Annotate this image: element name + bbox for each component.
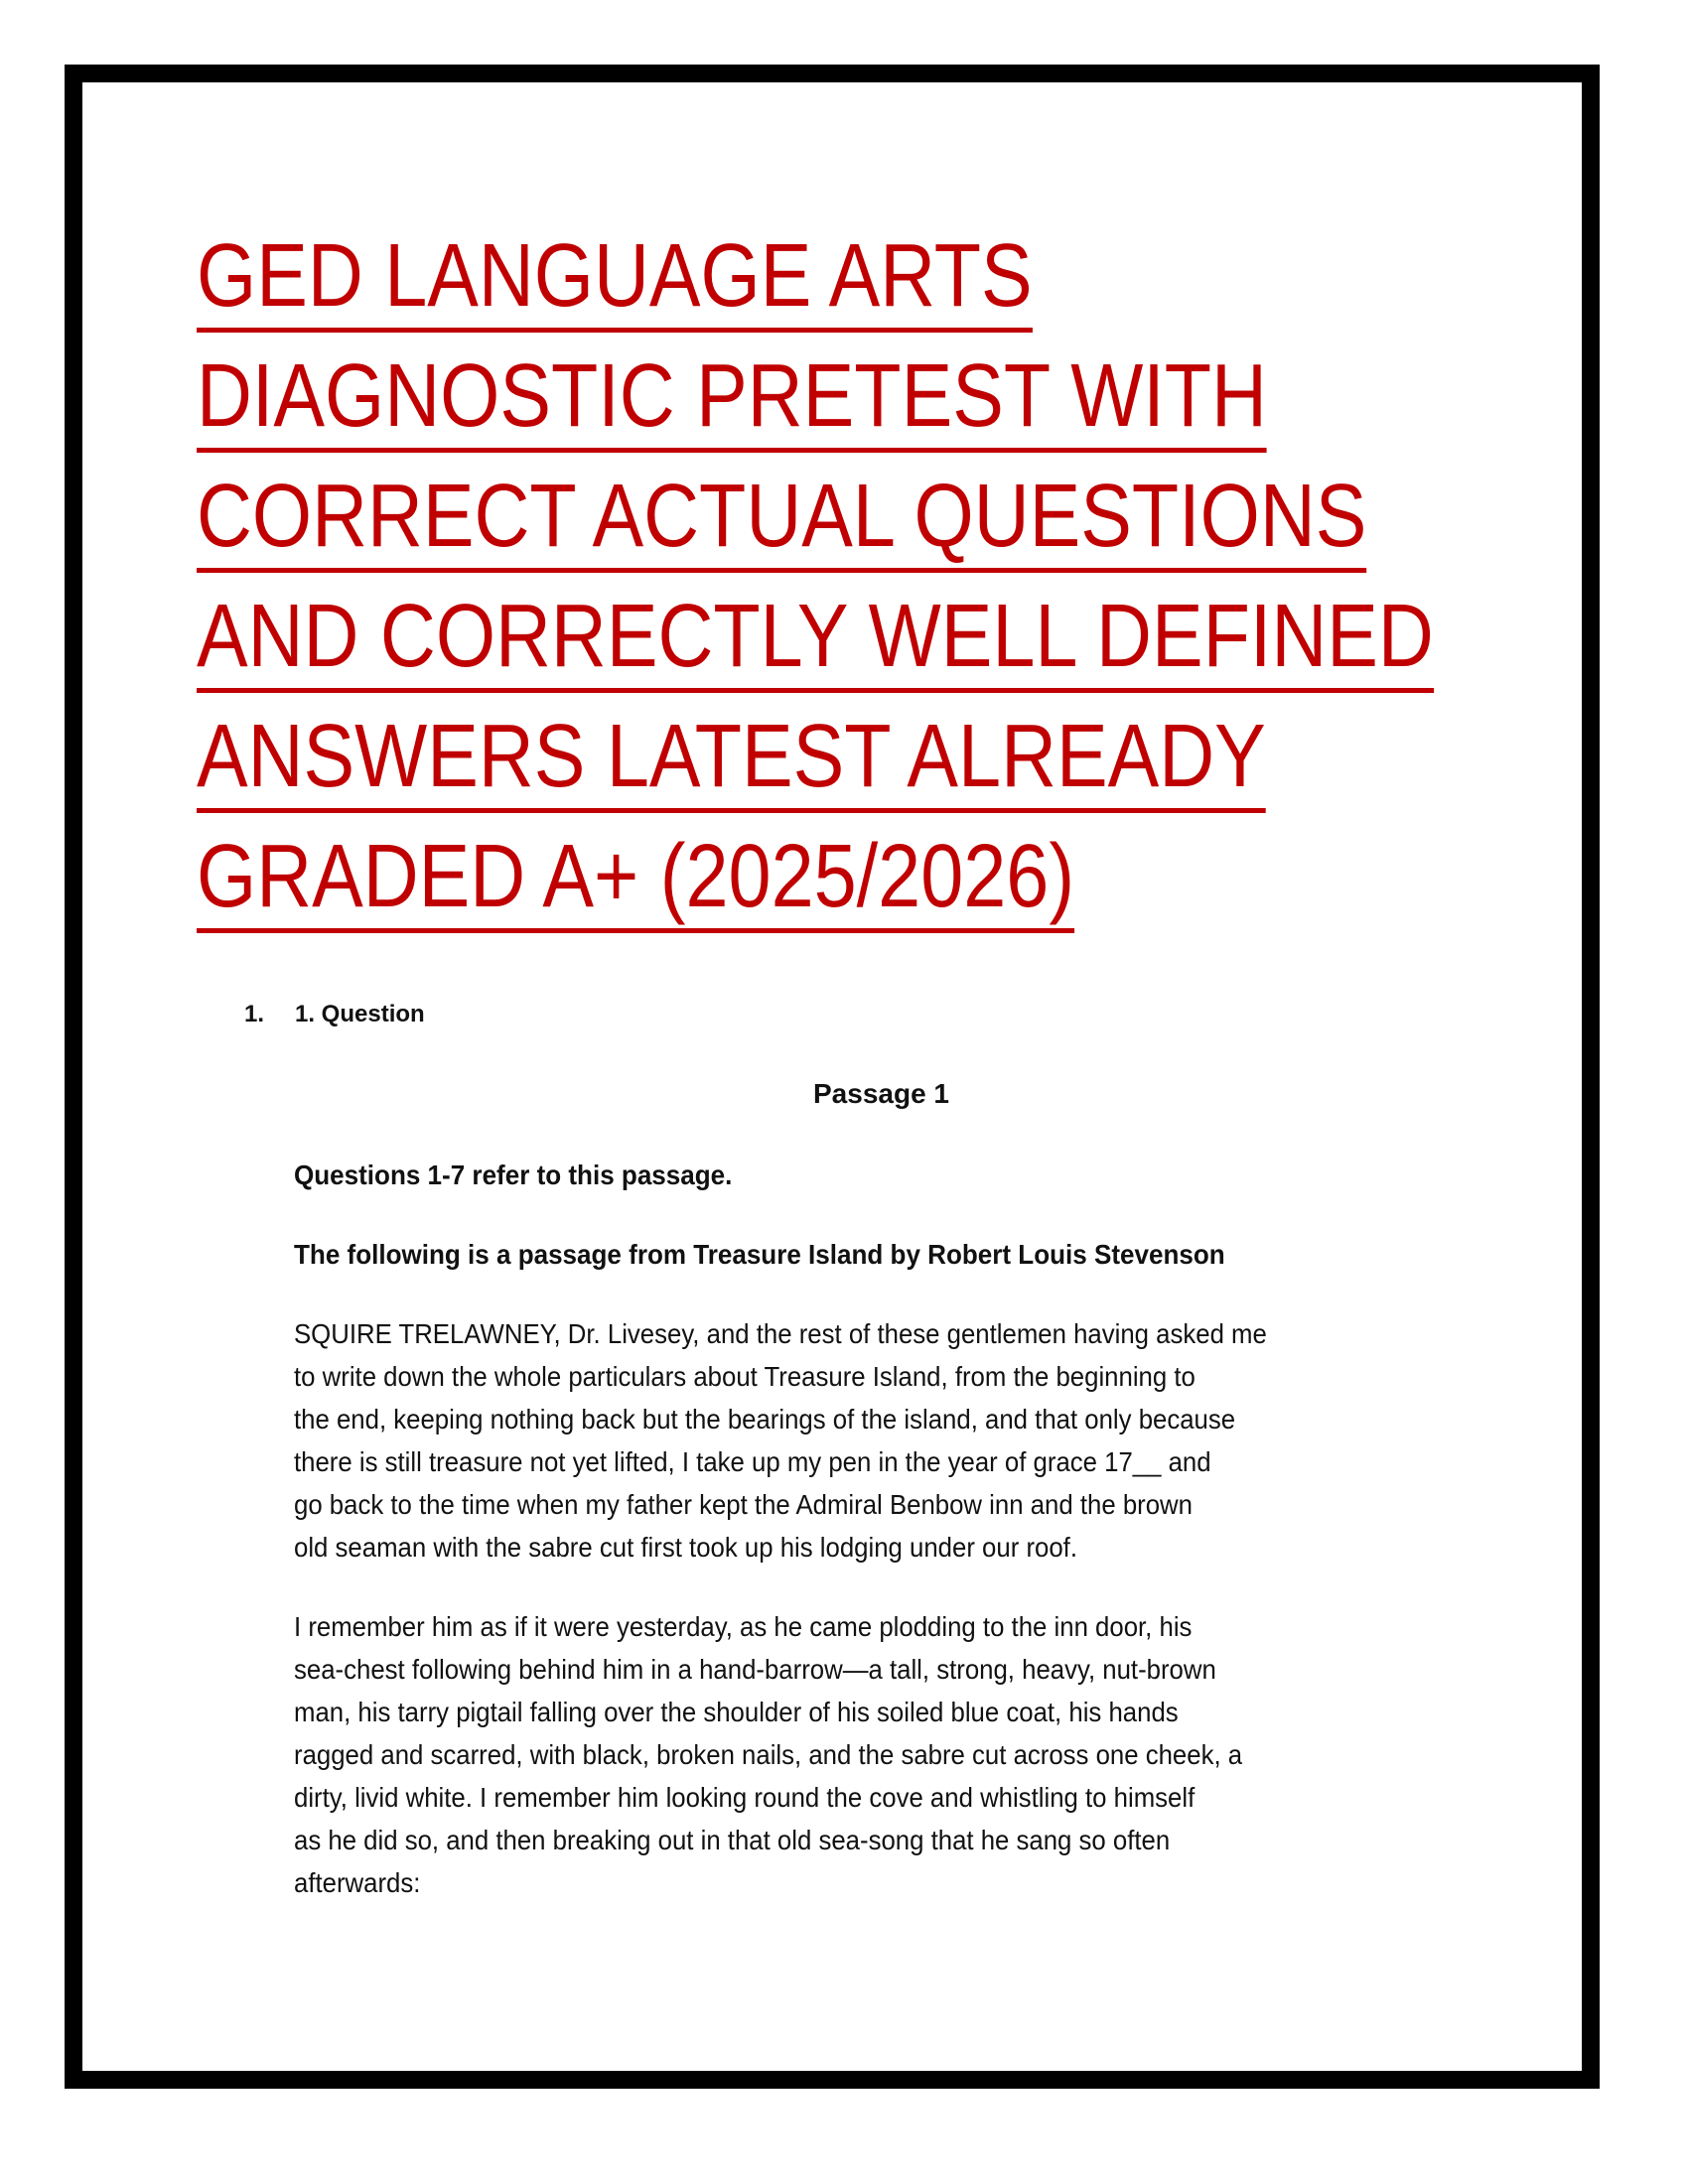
text-line: ragged and scarred, with black, broken nails, and the sabre cut across one cheek, a: [294, 1739, 1243, 1770]
text-line: I remember him as if it were yesterday, as he came plodding to the inn door, his: [294, 1611, 1193, 1642]
question-label: 1. Question: [295, 1001, 425, 1027]
text-line: afterwards:: [294, 1867, 421, 1898]
text-line: go back to the time when my father kept the Admiral Benbow inn and the brown: [294, 1489, 1193, 1520]
passage-heading: Passage 1: [813, 1078, 949, 1109]
title-line: GED LANGUAGE ARTS: [197, 226, 1477, 346]
text-line: as he did so, and then breaking out in that old sea-song that he sang so often: [294, 1825, 1171, 1855]
title-line: AND CORRECTLY WELL DEFINED: [197, 587, 1477, 707]
text-line: man, his tarry pigtail falling over the shoulder of his soiled blue coat, his hands: [294, 1697, 1179, 1727]
text-line: old seaman with the sabre cut first took up his lodging under our roof.: [294, 1532, 1078, 1563]
title-line: CORRECT ACTUAL QUESTIONS: [197, 467, 1477, 587]
list-number: 1.: [244, 1001, 265, 1027]
text-line: dirty, livid white. I remember him looking round the cove and whistling to himself: [294, 1782, 1196, 1813]
text-line: the end, keeping nothing back but the bearings of the island, and that only because: [294, 1404, 1236, 1434]
title-line: DIAGNOSTIC PRETEST WITH: [197, 346, 1477, 467]
paragraph-2: [294, 1605, 1325, 1904]
text-line: there is still treasure not yet lifted, I take up my pen in the year of grace 17__ and: [294, 1446, 1211, 1477]
title-line: GRADED A+ (2025/2026): [197, 827, 1477, 947]
title-line: ANSWERS LATEST ALREADY: [197, 707, 1477, 827]
paragraph-1: [294, 1312, 1351, 1569]
document-title: [197, 226, 1686, 947]
passage-intro: Questions 1-7 refer to this passage.: [294, 1160, 733, 1190]
text-line: SQUIRE TRELAWNEY, Dr. Livesey, and the rest of these gentlemen having asked me: [294, 1318, 1267, 1349]
text-line: to write down the whole particulars about Treasure Island, from the beginning to: [294, 1361, 1196, 1392]
text-line: sea-chest following behind him in a hand-barrow—a tall, strong, heavy, nut-brown: [294, 1654, 1216, 1685]
passage-source: The following is a passage from Treasure Island by Robert Louis Stevenson: [294, 1239, 1225, 1270]
